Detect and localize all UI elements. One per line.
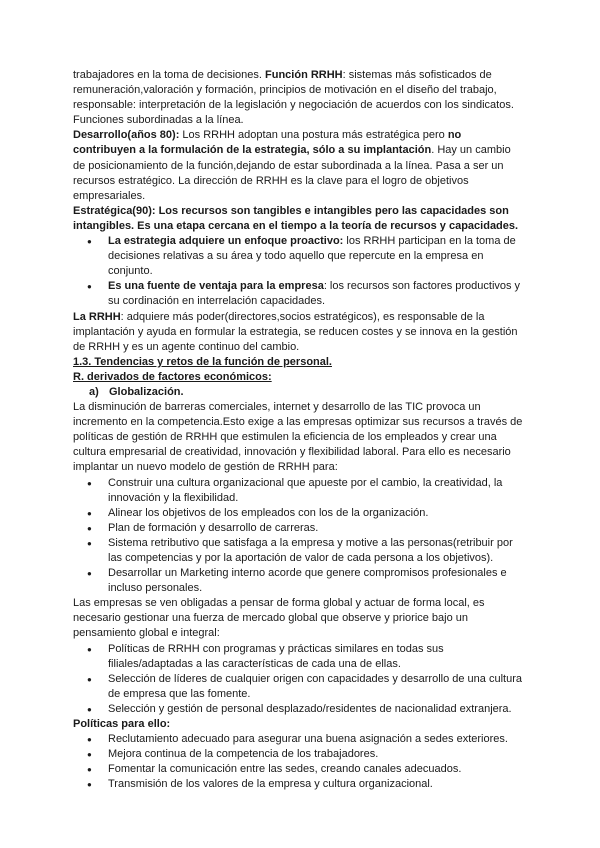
list-item: ● Reclutamiento adecuado para asegurar una buena asignación a sedes exteriores.	[73, 732, 525, 747]
subsection-heading: R. derivados de factores económicos:	[73, 370, 272, 383]
paragraph-estrategica: Estratégica(90): Los recursos son tangibles e intangibles pero las capacidades son intangibles. Es una etapa cercana en el tiempo a la teoría de recursos y capacidades.	[73, 204, 519, 232]
list-politicas	[73, 732, 525, 792]
list-pensamiento-global	[73, 642, 525, 717]
list-item: ● Mejora continua de la competencia de los trabajadores.	[73, 747, 525, 762]
list-item: ● Fomentar la comunicación entre las sedes, creando canales adecuados.	[73, 762, 525, 777]
list-item: ● Alinear los objetivos de los empleados con los de la organización.	[73, 506, 525, 521]
list-estrategica	[73, 234, 525, 309]
list-modelo-gestion	[73, 476, 525, 597]
list-item: ● Es una fuente de ventaja para la empresa: los recursos son factores productivos y su cordinación en interrelación capacidades.	[73, 279, 525, 309]
list-item: ● Plan de formación y desarrollo de carreras.	[73, 521, 525, 536]
paragraph-pensamiento-global: Las empresas se ven obligadas a pensar de forma global y actuar de forma local, es necesario gestionar una fuerza de mercado global que observe y priorice bajo un pensamiento global e integral:	[73, 597, 485, 640]
list-item: ● Políticas de RRHH con programas y prácticas similares en todas sus filiales/adaptadas a las características de cada una de ellas.	[73, 642, 525, 672]
list-item: ● Transmisión de los valores de la empresa y cultura organizacional.	[73, 777, 525, 792]
list-item: ● Construir una cultura organizacional que apueste por el cambio, la creatividad, la innovación y la flexibilidad.	[73, 476, 525, 506]
paragraph-funcion-rrhh: trabajadores en la toma de decisiones. Función RRHH: sistemas más sofisticados de remuneración,valoración y formación, principios de motivación en el diseño del trabajo, responsable: interpretación de la legislación y negociación de acuerdos con los sindicatos. Funciones subordinadas a la línea.	[73, 69, 514, 127]
paragraph-desarrollo: Desarrollo(años 80): Los RRHH adoptan una postura más estratégica pero no contribuyen a la formulación de la estrategia, sólo a su implantación. Hay un cambio de posicionamiento de la función,dejando de estar subordinada a la línea. Pasa a ser un recursos estratégico. La dirección de RRHH es la clave para el logro de objetivos empresariales.	[73, 129, 511, 202]
list-item: ● Selección y gestión de personal desplazado/residentes de nacionalidad extranjera.	[73, 702, 525, 717]
paragraph-globalizacion: La disminución de barreras comerciales, internet y desarrollo de las TIC provoca un incremento en la competencia.Esto exige a las empresas optimizar sus recursos a través de políticas de gestión de RRHH que estimulen la eficiencia de los empleados y crear una cultura empresarial de creatividad, innovación y flexibilidad laboral. Para ello es necesario implantar un nuevo modelo de gestión de RRHH para:	[73, 401, 523, 474]
list-marker: a)	[89, 385, 99, 398]
list-item: ● Desarrollar un Marketing interno acorde que genere compromisos profesionales e incluso personales.	[73, 566, 525, 596]
section-heading: 1.3. Tendencias y retos de la función de personal.	[73, 355, 332, 368]
list-item: ● Selección de líderes de cualquier origen con capacidades y desarrollo de una cultura de empresa que las fomente.	[73, 672, 525, 702]
politicas-heading: Políticas para ello:	[73, 718, 171, 731]
subheading-globalizacion: a) Globalización.	[73, 385, 525, 400]
list-item: ● La estrategia adquiere un enfoque proactivo: los RRHH participan en la toma de decisiones relativas a su área y todo aquello que repercute en la empresa en conjunto.	[73, 234, 525, 279]
list-item: ● Sistema retributivo que satisfaga a la empresa y motive a las personas(retribuir por las competencias y por la aportación de valor de cada persona a los objetivos).	[73, 536, 525, 566]
paragraph-la-rrhh: La RRHH: adquiere más poder(directores,socios estratégicos), es responsable de la implantación y ayuda en formular la estrategia, se reducen costes y se innova en la gestión de RRHH y es un agente continuo del cambio.	[73, 310, 518, 353]
document-page	[73, 68, 525, 793]
